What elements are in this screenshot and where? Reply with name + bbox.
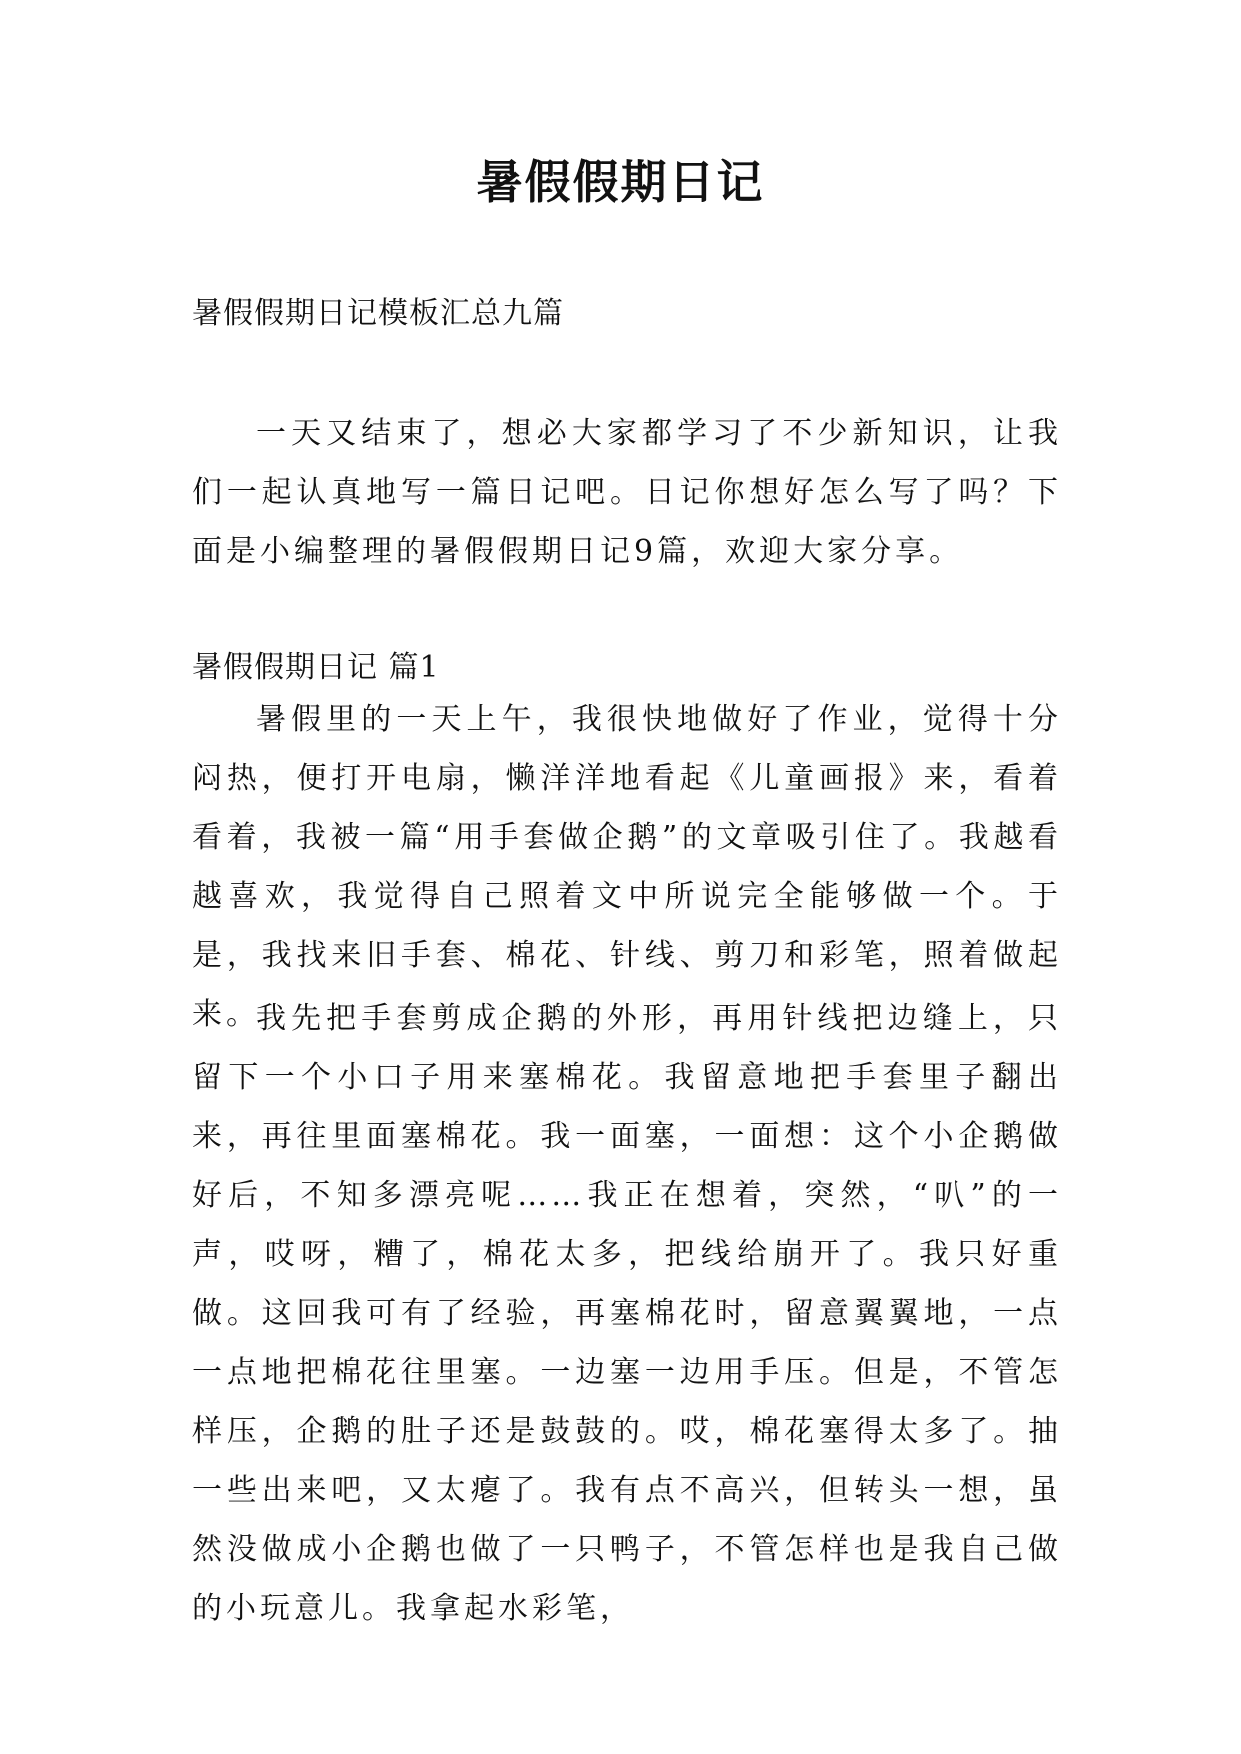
document-subtitle: 暑假假期日记模板汇总九篇 (192, 296, 564, 331)
section-paragraph: 我先把手套剪成企鹅的外形，再用针线把边缝上，只留下一个小口子用来塞棉花。我留意地把手套里子翻出来，再往里面塞棉花。我一面塞，一面想：这个小企鹅做好后，不知多漂亮呢……我正在想着，突然，“叭”的一声，哎呀，糟了，棉花太多，把线给崩开了。我只好重做。这回我可有了经验，再塞棉花时，留意翼翼地，一点一点地把棉花往里塞。一边塞一边用手压。但是，不管怎样压，企鹅的肚子还是鼓鼓的。哎，棉花塞得太多了。抽一些出来吧，又太瘪了。我有点不高兴，但转头一想，虽然没做成小企鹅也做了一只鸭子，不管怎样也是我自己做的小玩意儿。我拿起水彩笔， (192, 1001, 1062, 1626)
intro-block (192, 404, 1062, 581)
section-paragraph: 暑假里的一天上午，我很快地做好了作业，觉得十分闷热，便打开电扇，懒洋洋地看起《儿童画报》来，看着看着，我被一篇“用手套做企鹅”的文章吸引住了。我越看越喜欢，我觉得自己照着文中所说完全能够做一个。于是，我找来旧手套、棉花、针线、剪刀和彩笔，照着做起来。 (192, 702, 1062, 1032)
section-paragraph-2-block (192, 989, 1062, 1638)
document-title: 暑假假期日记 (476, 155, 765, 209)
section-heading: 暑假假期日记 篇1 (192, 650, 440, 685)
intro-paragraph: 一天又结束了，想必大家都学习了不少新知识，让我们一起认真地写一篇日记吧。日记你想好怎么写了吗？下面是小编整理的暑假假期日记9篇，欢迎大家分享。 (192, 416, 1062, 569)
